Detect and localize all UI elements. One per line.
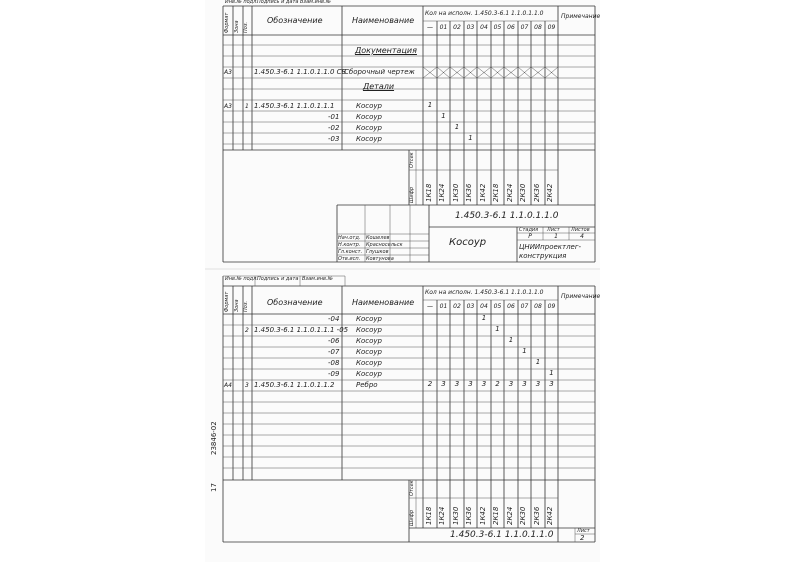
stage-value: Р [528,233,532,240]
variant-label: — [427,303,433,310]
stamp-inv-label: Инв.№ подл. [225,0,258,5]
cipher-code: 2К36 [533,183,541,202]
margin-code: 23846-02 [210,421,218,455]
row-designation: -01 [328,113,340,121]
doc-title: Косоур [449,237,487,248]
variant-label: 03 [466,303,475,310]
header-zone: Зона [234,20,240,33]
cipher-code: 2К18 [492,506,500,525]
row-name: Сборочный чертеж [344,68,415,76]
row-qty: 1 [495,325,500,333]
variant-label: 03 [466,24,475,31]
cipher-code: 2К30 [519,183,527,202]
row-qty: 1 [468,134,473,142]
row-designation: 1.450.3-6.1 1.1.0.1.1.2 [254,381,335,389]
row-designation: -03 [328,135,340,143]
variant-label: 07 [520,303,529,310]
sheet-value: 1 [554,233,558,240]
cipher-code: 1К30 [452,183,460,202]
row-qty: 3 [549,380,554,388]
row-qty: 1 [535,358,541,366]
cipher-label: Шифр [409,509,415,526]
variant-label: 06 [507,303,515,310]
row-qty: 3 [522,380,527,388]
sheet-label: Лист [547,227,560,233]
row-designation: -09 [328,370,340,378]
header-designation: Обозначение [267,298,323,307]
role-label: Н.контр. [338,242,361,248]
row-name: Косоур [356,348,382,356]
row-qty: 1 [454,123,460,131]
doc-code: 1.450.3-6.1 1.1.0.1.1.0 [450,530,554,540]
variant-label: 08 [534,24,542,31]
row-designation: 1.450.3-6.1 1.1.0.1.1.1 [254,102,335,110]
cipher-code: 2К30 [519,506,527,525]
cipher-code: 2К42 [546,183,554,202]
row-qty: 1 [427,101,433,109]
header-zone: Зона [234,299,240,312]
bay-label: Отсек [409,152,415,168]
row-designation: -04 [328,315,340,323]
row-qty: 1 [508,336,514,344]
row-designation: 1.450.3-6.1 1.1.0.1.1.0 СБ [254,68,347,76]
header-format: Формат [224,291,230,312]
cipher-code: 2К18 [492,183,500,202]
stage-label: Стадия [519,227,539,233]
row-name: Косоур [356,102,382,110]
row-format: А3 [224,69,232,76]
variant-label: 08 [534,303,542,310]
row-designation: -08 [328,359,340,367]
role-person: Глушков [366,249,389,255]
cipher-code: 1К18 [425,506,433,525]
row-format: А4 [224,382,232,389]
variant-label: 02 [453,303,461,310]
header-note: Примечание [561,13,601,20]
sheet-number: 2 [580,534,585,542]
variant-label: 09 [547,24,556,31]
row-name: Косоур [356,326,382,334]
header-format: Формат [224,12,230,33]
role-person: Красносельск [366,242,403,248]
header-designation: Обозначение [267,16,323,25]
variant-label: 05 [493,24,502,31]
row-name: Косоур [356,315,382,323]
header-name: Наименование [352,16,415,25]
spec-sheet-2 [205,270,600,562]
row-name: Косоур [356,124,382,132]
stamp-signature-label: Подпись и дата [257,276,299,282]
role-label: Гл.конст. [338,249,363,255]
cipher-code: 1К36 [465,183,473,202]
variant-label: — [427,24,433,31]
stamp-replace-label: Взам.инв.№ [300,0,331,5]
row-designation: -06 [328,337,340,345]
header-qty-title: Кол на исполн. 1.450.3-6.1 1.1.0.1.1.0 [425,289,544,296]
row-name: Ребро [356,381,378,389]
row-qty: 2 [427,380,433,388]
sheet1-grid [205,0,600,268]
row-pos: 3 [245,382,249,389]
cipher-code: 1К18 [425,183,433,202]
header-name: Наименование [352,298,415,307]
row-qty: 1 [522,347,527,355]
cipher-code: 2К24 [506,506,514,525]
sheets-value: 4 [580,233,584,240]
row-qty: 1 [441,112,446,120]
row-designation: -07 [328,348,340,356]
org-name: ЦНИИпроектлег-конструкция [519,243,582,260]
header-pos: Поз. [243,21,249,33]
sheet-label: Лист [577,528,590,534]
row-qty: 3 [454,380,460,388]
margin-page: 17 [210,483,218,492]
row-qty: 3 [508,380,514,388]
cipher-code: 2К24 [506,183,514,202]
row-name: Косоур [356,113,382,121]
row-qty: 1 [481,314,487,322]
row-name: Косоур [356,337,382,345]
cipher-code: 1К36 [465,506,473,525]
spec-sheet-1 [205,0,600,268]
row-qty: 3 [535,380,541,388]
row-name: Косоур [356,359,382,367]
row-name: Косоур [356,370,382,378]
variant-label: 04 [480,24,488,31]
header-pos: Поз. [243,300,249,312]
variant-label: 05 [493,303,502,310]
role-label: Нач.отд. [338,235,361,241]
section-documentation: Документация [355,46,417,55]
variant-label: 07 [520,24,529,31]
row-pos: 2 [245,327,249,334]
role-label: Отв.исп. [338,256,361,262]
cipher-code: 1К42 [479,183,487,202]
header-qty-title: Кол на исполн. 1.450.3-6.1 1.1.0.1.1.0 [425,10,544,17]
row-designation: 1.450.3-6.1 1.1.0.1.1.1 -05 [254,326,349,334]
cipher-label: Шифр [409,186,415,203]
cipher-code: 2К36 [533,506,541,525]
row-qty: 3 [441,380,446,388]
variant-label: 02 [453,24,461,31]
cipher-code: 1К30 [452,506,460,525]
row-qty: 3 [481,380,487,388]
row-pos: 1 [245,103,249,110]
row-name: Косоур [356,135,382,143]
sheets-label: Листов [571,227,590,233]
bay-label: Отсек [409,480,415,496]
variant-label: 01 [439,303,448,310]
cipher-code: 2К42 [546,506,554,525]
row-qty: 1 [549,369,554,377]
row-qty: 3 [468,380,473,388]
cipher-code: 1К24 [438,183,446,202]
variant-label: 06 [507,24,515,31]
stamp-replace-label: Взам.инв.№ [302,276,333,282]
role-person: Кошелев [366,235,390,241]
header-note: Примечание [561,293,601,300]
stamp-inv-label: Инв.№ подл. [225,276,258,282]
row-format: А3 [224,103,232,110]
stamp-signature-label: Подпись и дата [257,0,299,5]
cipher-code: 1К24 [438,506,446,525]
doc-code: 1.450.3-6.1 1.1.0.1.1.0 [455,211,559,221]
row-designation: -02 [328,124,340,132]
cipher-code: 1К42 [479,506,487,525]
role-person: Ковтунова [366,256,394,262]
row-qty: 2 [495,380,500,388]
variant-label: 09 [547,303,556,310]
variant-label: 04 [480,303,488,310]
variant-label: 01 [439,24,448,31]
section-parts: Детали [363,82,395,91]
